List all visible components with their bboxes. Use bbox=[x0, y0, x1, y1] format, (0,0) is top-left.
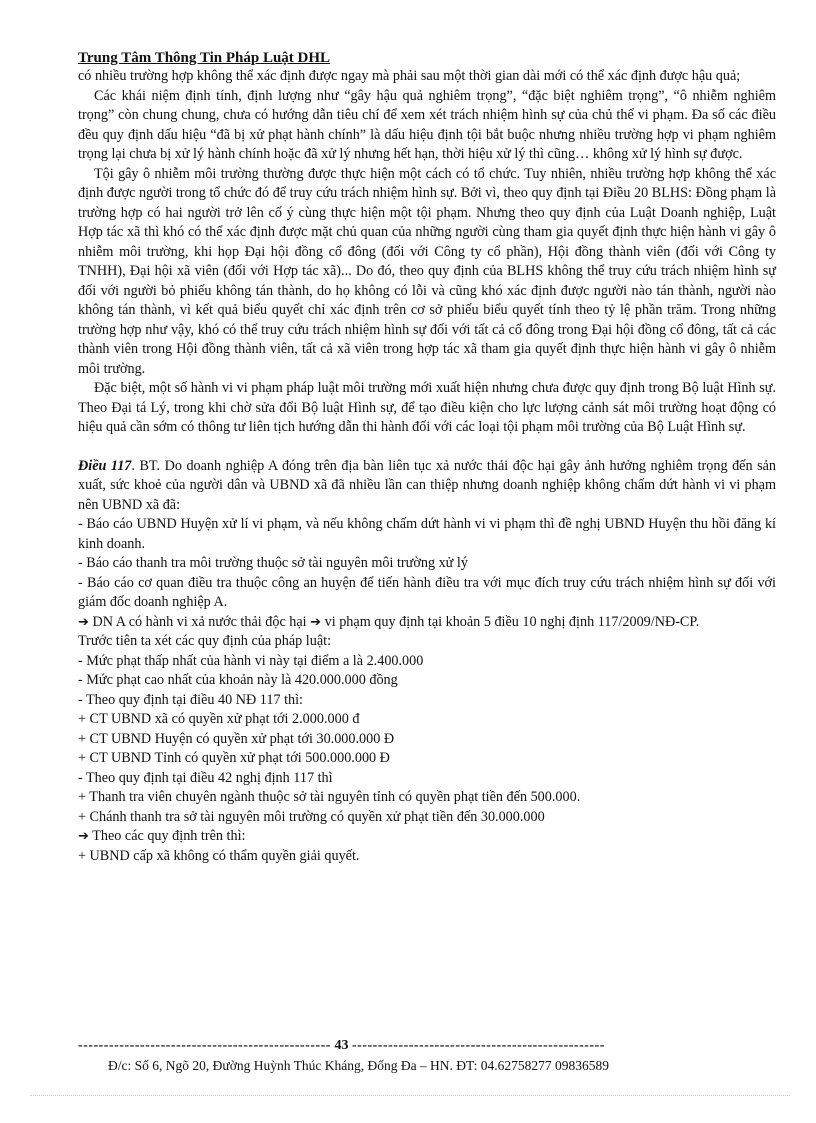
paragraph-2: Các khái niệm định tính, định lượng như “gây hậu quả nghiêm trọng”, “đặc biệt nghiêm trọng”, “ô nhiễm nghiêm trọng” còn chung chung, chưa có hướng dẫn tiêu chí để xem xét trách nhiệm hình sự của chủ thể vi phạm. Đa số các điều đều quy định dấu hiệu “đã bị xử phạt hành chính” là dấu hiệu định tội bắt buộc nhưng nhiều trường hợp vi phạm nghiêm trọng lại chưa bị xử lý hành chính hoặc đã xử lý nhưng hết hạn, thời hiệu xử lý thì cũng… không xử lý hình sự được. bbox=[78, 87, 776, 162]
list-item: + Chánh thanh tra sở tài nguyên môi trường có quyền xử phạt tiền đến 30.000.000 bbox=[78, 808, 545, 825]
conclusion-text-2: vi phạm quy định tại khoản 5 điều 10 nghị định 117/2009/NĐ-CP. bbox=[321, 613, 700, 630]
footer-page-line bbox=[78, 1038, 738, 1054]
conclusion-text-1: DN A có hành vi xả nước thải độc hại bbox=[88, 613, 311, 630]
conclusion-line bbox=[78, 827, 776, 847]
conclusion-line bbox=[78, 613, 776, 633]
page-number: 43 bbox=[334, 1038, 349, 1053]
section-spacer bbox=[78, 438, 776, 457]
paragraph-1: có nhiều trường hợp không thể xác định được ngay mà phải sau một thời gian dài mới có thể xác định được hậu quả; bbox=[78, 68, 741, 84]
footer-dashes-right: ------------------------------------------------- bbox=[351, 1038, 605, 1053]
list-item: + Thanh tra viên chuyên ngành thuộc sở tài nguyên tỉnh có quyền phạt tiền đến 500.000. bbox=[78, 789, 581, 805]
conclusion-text: Theo các quy định trên thì: bbox=[88, 828, 246, 844]
page-bottom-divider bbox=[30, 1095, 790, 1096]
paragraph-3: Tội gây ô nhiễm môi trường thường được thực hiện một cách có tổ chức. Tuy nhiên, nhiều trường hợp không thể xác định được người trong tổ chức đó để truy cứu trách nhiệm hình sự. Bởi vì, theo quy định tại Điều 20 BLHS: Đồng phạm là trường hợp có hai người trở lên cố ý cùng thực hiện một tội phạm. Nhưng theo quy định của Luật Doanh nghiệp, Luật Hợp tác xã thì khó có thể xác định được mặt chủ quan của những người cùng tham gia quyết định thực hiện hành vi gây ô nhiễm môi trường, khi họp Đại hội đồng cổ đông (đối với Công ty cổ phần), Hội đồng thành viên (đối với Công ty TNHH), Đại hội xã viên (đối với Hợp tác xã)... Do đó, theo quy định của BLHS không thể truy cứu trách nhiệm hình sự đối với người bỏ phiếu không tán thành, do họ không có lỗi và cũng khó xác định được người nào tán thành, người nào không tán thành, vì kết quả biểu quyết chỉ xác định trên cơ sở phiếu biểu quyết tính theo tỷ lệ phần trăm. Trong những trường hợp như vậy, khó có thể truy cứu trách nhiệm hình sự đối với tất cả cổ đông trong Đại hội đồng cổ đông, tất cả các thành viên trong Hội đồng thành viên, tất cả xã viên trong hợp tác xã tham gia quyết định thực hiện hành vi gây ô nhiễm môi trường. bbox=[78, 165, 776, 377]
list-item: - Báo cáo thanh tra môi trường thuộc sở tài nguyên môi trường xử lý bbox=[78, 555, 468, 571]
footer-address: Đ/c: Số 6, Ngõ 20, Đường Huỳnh Thúc Kháng, Đống Đa – HN. ĐT: 04.62758277 09836589 bbox=[108, 1058, 610, 1073]
arrow-icon: ➔ bbox=[78, 614, 89, 630]
list-item: + CT UBND xã có quyền xử phạt tới 2.000.000 đ bbox=[78, 711, 360, 727]
list-item: - Theo quy định tại điều 42 nghị định 117 thì bbox=[78, 769, 333, 786]
dieu-117-label: Điều 117 bbox=[78, 457, 132, 474]
list-item: Trước tiên ta xét các quy định của pháp luật: bbox=[78, 633, 332, 649]
dieu-117-intro bbox=[78, 457, 776, 516]
list-item: - Mức phạt cao nhất của khoản này là 420.000.000 đồng bbox=[78, 672, 398, 688]
body-text bbox=[78, 67, 776, 866]
page-header-title: Trung Tâm Thông Tin Pháp Luật DHL bbox=[78, 50, 331, 66]
list-item: - Báo cáo cơ quan điều tra thuộc công an huyện để tiến hành điều tra với mục đích truy cứu trách nhiệm hình sự đối với giám đốc doanh nghiệp A. bbox=[78, 574, 776, 610]
footer-dashes-left: ------------------------------------------------- bbox=[78, 1038, 331, 1053]
list-item: - Theo quy định tại điều 40 NĐ 117 thì: bbox=[78, 691, 304, 708]
list-item: - Báo cáo UBND Huyện xử lí vi phạm, và nếu không chấm dứt hành vi vi phạm thì đề nghị UBND Huyện thu hồi đăng kí kinh doanh. bbox=[78, 516, 776, 552]
list-item: - Mức phạt thấp nhất của hành vi này tại điểm a là 2.400.000 bbox=[78, 652, 424, 669]
list-item: + CT UBND Tỉnh có quyền xử phạt tới 500.000.000 Đ bbox=[78, 750, 390, 766]
list-item: + CT UBND Huyện có quyền xử phạt tới 30.000.000 Đ bbox=[78, 730, 395, 747]
list-item: + UBND cấp xã không có thẩm quyền giải quyết. bbox=[78, 847, 360, 864]
arrow-icon: ➔ bbox=[78, 829, 89, 844]
arrow-icon: ➔ bbox=[310, 614, 322, 630]
paragraph-4: Đặc biệt, một số hành vi vi phạm pháp luật môi trường mới xuất hiện nhưng chưa được quy định trong Bộ luật Hình sự. Theo Đại tá Lý, trong khi chờ sửa đổi Bộ luật Hình sự, để tạo điều kiện cho lực lượng cảnh sát môi trường hoạt động có hiệu quả cần sớm có thông tư liên tịch hướng dẫn thi hành đối với các loại tội phạm môi trường của Bộ Luật Hình sự. bbox=[78, 380, 776, 435]
dieu-117-intro-text: . BT. Do doanh nghiệp A đóng trên địa bàn liên tục xả nước thải độc hại gây ảnh hưởng nghiêm trọng đến sản xuất, sức khoẻ của người dân và UBND xã đã nhiều lần can thiệp nhưng doanh nghiệp không chấm dứt hành vi vi phạm nên UBND xã đã: bbox=[78, 457, 776, 513]
